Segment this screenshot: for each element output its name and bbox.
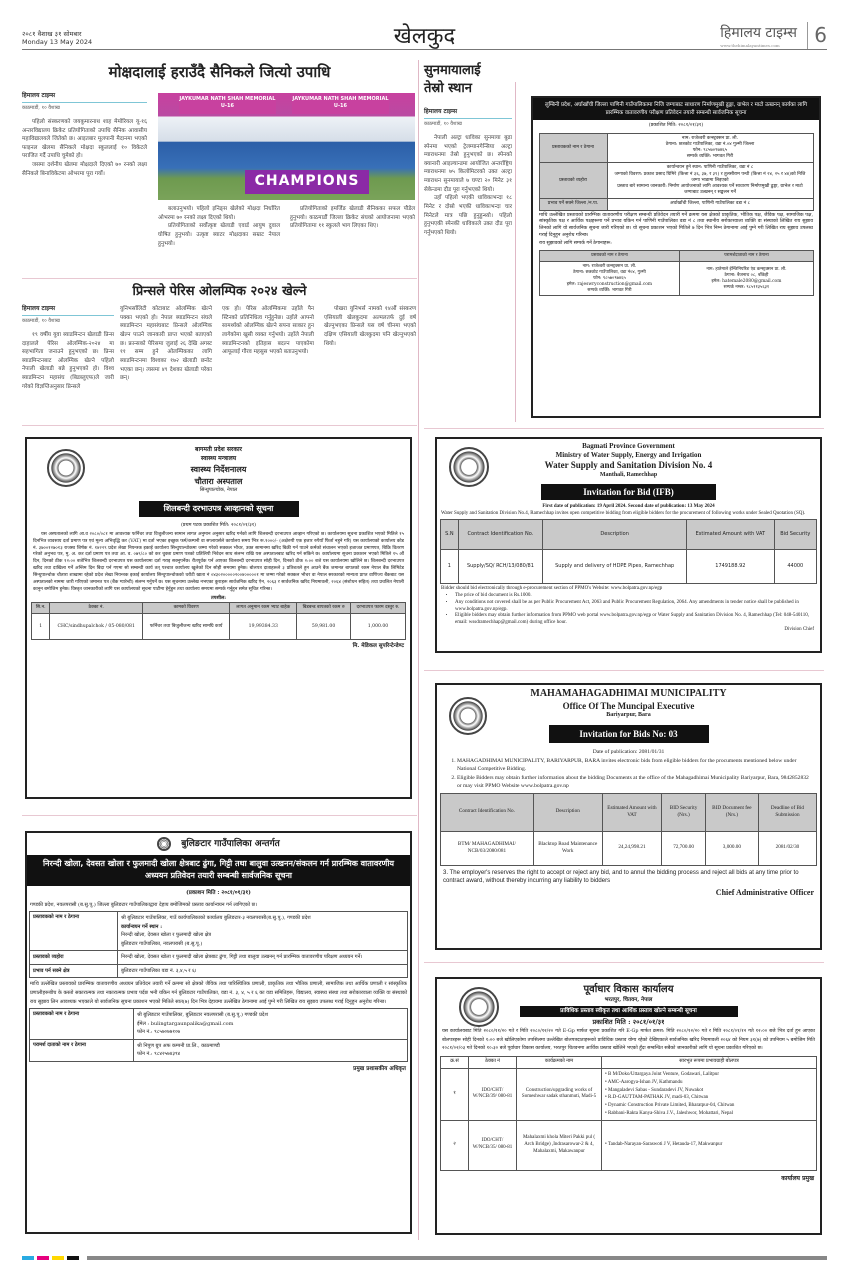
notice-intro: गण्डकी प्रदेश, नवलपरासी (ब.सु.पू.) जिल्ला बुलिङटार गाउँपालिकाद्वारा देहाय बमोजिमको प्रस्ताव कार्यान्वयन गर्न लागिएको छ। <box>30 902 257 909</box>
row-value: श्री निपुण ग्रुप अफ कम्पनी प्रा.लि., काठमाण्डौ फोन नं.: ९८४२५७४३९४ <box>134 1039 408 1061</box>
nepal-emblem-icon <box>449 447 489 487</box>
column-header: ठेक्का नं <box>469 1057 517 1069</box>
publication-logo <box>720 24 797 48</box>
location-line: भरतपुर, चितवन, नेपाल <box>604 996 653 1003</box>
contact-table <box>29 1008 408 1062</box>
column-header: Estimated Amount with VAT <box>602 793 662 831</box>
column-header: S.N <box>441 520 459 550</box>
paragraph: एक हो। पेरिस ओलम्पिकमा उहाँले पैन स्टिनको प्रतिनिधित्व गर्नुहुनेछ। उहाँले आफ्नो सामर्थ्यको ओलम्पिक खेल्ने सपना साकार हुन लागेकोमा खुसी व्यक्त गर्नुभयो। उहाँले नेपाली ब्याडमिन्टनको इतिहास बदल्न पाएकोमा आफूलाई गौरव महसुस भएको बताउनुभयो। <box>222 306 314 356</box>
nepal-emblem-icon <box>47 449 85 487</box>
row-label: प्रस्तावकको नाम र ठेगाना <box>539 133 607 163</box>
bidder-item: • Rabbani-Rakta Kanya-Shiva J.V., Jaleshwor, Mohattari, Nepal <box>605 1110 733 1116</box>
section-title: खेलकुद <box>393 24 456 49</box>
table-row <box>441 550 817 584</box>
column-header: Contract Identification No. <box>441 793 534 831</box>
location-line: Manthali, Ramechhap <box>599 471 658 478</box>
cell: 44000 <box>774 550 816 584</box>
list-item: • Any conditions not covered shall be as per Public Procurement Act, 2063 and Public Procurement Regulation, 2064. Any amendments in tender notice shall be published in www.bolpatra.gov.np/egp. <box>455 600 820 614</box>
dateline: काठमाडौं, १० वैशाख <box>22 105 60 112</box>
location-line: Bariyarpur, Bara <box>606 711 651 718</box>
nepal-emblem-icon <box>449 697 487 735</box>
headline-sainik: मोक्षदालाई हराउँदै सैनिकले जित्यो उपाधि <box>108 63 331 81</box>
column-header: Contract Identification No. <box>458 520 542 550</box>
notice-body: माथि उल्लेखित प्रस्तावको प्रारम्भिक वातावरणीय परीक्षण सम्बन्धी प्रतिवेदन तयारी गर्ने क्रममा यस क्षेत्रको प्राकृतिक, भौतिक पक्ष, जैविक पक्ष, सामाजिक पक्ष, सांस्कृतिक पक्ष र आर्थिक पक्षहरूमा पर्ने प्रभाव यकिन गर्न पाणिनी गाउँपालिका वडा नं ८ तथा स्थानीय सरोकारवाला व्यक्ति वा संस्थाको लिखित राय सुझाव लिनको लागि यो सार्वजनिक सूचना जारी गरिएको छ। यो सूचना प्रकाशन भएको मितिले ७ दिन भित्र निम्न ठेगानामा आई पुग्ने गरी लिखित राय सुझाव उपलब्ध गराई दिनुहुन अनुरोध गरिन्छ। <box>539 212 813 238</box>
proposal-table <box>29 911 408 978</box>
bidder-item: • Dynamic Construction Private Limited, Bharatpur-04, Chitwan <box>605 1103 735 1109</box>
signature: कार्यालय प्रमुख <box>781 1174 814 1182</box>
column-header: Bid Security <box>774 520 816 550</box>
row-value: बुलिङटार गाउँपालिका वडा नं. ३,४,५ र ६। <box>118 964 408 978</box>
list-item: • Eligible bidders may obtain further information from PPMO web portal www.bolpatra.gov.np/egp or Water Supply and Sanitation Division No. 4, Ramechhap (Tel: 048-540110, email: wssdramechhap@gmail.com) during office hour. <box>455 613 820 627</box>
cell: 1 <box>441 550 459 584</box>
office-name: Office Of The Muncipal Executive <box>562 700 695 711</box>
row-value: श्री बुलिङटार गाउँपालिका, बुलिङटार नवलपरासी (ब.सु.पू.) गण्डकी प्रदेश ईमेल : bulingtargaunpalika@gmail.com फोन नं.: ९८५७०७७१०७ <box>134 1009 408 1040</box>
byline: हिमालय टाइम्स <box>22 305 114 316</box>
municipality-name: MAHAMAHAGADHIMAI MUNICIPALITY <box>530 688 727 699</box>
point-3: 3. The employer's reserves the right to accept or reject any bid, and to annul the bidding process and reject all bids at any time prior to contract award, without thereby incurring any liability to bidders <box>443 869 799 884</box>
article-prince-col2 <box>120 305 212 383</box>
row-label: प्रभाव पर्न सक्ने क्षेत्र <box>30 964 118 978</box>
signature: प्रमुख प्रशासकीय अधिकृत <box>353 1065 406 1072</box>
table-row <box>30 1039 408 1061</box>
column-header: Description <box>543 520 687 550</box>
contact-label: राय सुझावको लागि सम्पर्क गर्ने ठेगानाहरू: <box>539 241 612 247</box>
table-row <box>539 261 813 296</box>
champions-photo <box>158 93 415 200</box>
page-header <box>22 0 827 50</box>
table-row <box>539 163 813 199</box>
cell: BTM/ MAHAGADHIMAI/ NCB/03/2080/081 <box>441 831 534 865</box>
publication-dates: First date of publication: 19 April 2024. Second date of publication: 13 May 2024 <box>542 503 715 509</box>
column-rule <box>515 82 516 422</box>
article-prince-col4 <box>324 305 416 348</box>
paragraph: उहाँ पहिलो भएकी धाविकाभन्दा १८ मिनेट र दोस्रो भएकी धाविकाभन्दा चार मिनेटले मात्र पछि हुनुहुन्थ्यो। पहिलो हुनुभएकी स्पेनकी धाविकाले उक्त दौड पूरा गर्नुभएको थियो। <box>424 195 512 237</box>
municipality-heading <box>437 685 820 719</box>
table-row <box>30 964 408 978</box>
table-header-row <box>539 250 813 261</box>
table-row <box>539 199 813 210</box>
page-number: 6 <box>807 22 827 49</box>
gov-line: बागमती प्रदेश सरकार <box>195 446 242 453</box>
notice-title: शिलबन्दी दरभाउपत्र आव्हानको सूचना <box>139 501 299 518</box>
row-value: निरन्दी खोला, देवसत खोला र फुलमादी खोला क्षेत्रबाट ढुंगा, गिट्टी तथा बालुवा उत्खनन् गर्न प्रारम्भिक वातावरणीय परिक्षण अध्ययन गर्ने। <box>118 951 408 965</box>
dateline: काठमाडौं, १० वैशाख <box>22 318 60 325</box>
bid-note: Bidder should bid electronically through e-procurement section of PPMO's Website: www.bolpatra.gov.np/egp <box>441 586 663 592</box>
bidder-item: • AMC-Aarogya-Ishan JV, Kathmandu <box>605 1079 683 1085</box>
bid-table <box>440 793 817 866</box>
bidders-table <box>440 1056 817 1170</box>
paragraph: बलाउनुभयो। पहिलो इनिङ्स खेलेको मोक्षदा निर्धारित ओभरमा ७० रनको लक्ष्य दिएको थियो। <box>158 206 280 221</box>
column-rule <box>418 60 419 1240</box>
cell: Mahalaxmi khola Miteri Pakki pul ( Arch Bridge) ,Indrasarowar-2 & 4, Mahalaxmi, Makawanpur <box>517 1120 602 1170</box>
publish-date: (प्रकाशित मिति: २०८१/०१/३१) <box>648 123 704 129</box>
column-header: क्र.सं <box>441 1057 469 1069</box>
headline-sunmaya: सुनमायालाई तेस्रो स्थान <box>424 63 481 96</box>
notice-title: लुम्बिनी प्रदेश, अर्घाखाँची जिल्ला पाणिनी गाउँपालिकामा निजि जग्गाबाट साधारण निर्माणमुखी ढुङ्गा, ग्राभेल र माटो उत्खनन् कार्यका लागि प्रारम्भिक वातावरणीय परीक्षण प्रतिवेदन तयारी सम्बन्धी सार्वजनिक सूचना <box>533 98 819 120</box>
notice-body: माथि उल्लेखित प्रस्तावको प्रारम्भिक वातावरणीय अध्ययन प्रतिवेदन तयारी गर्ने क्रममा सो क्षेत्रको जैविक तथा पारिस्थितिक प्रणाली, प्राकृतिक तथा भौतिक प्रणाली, सामाजिक तथा आर्थिक प्रणाली र सांस्कृतिक प्रणालीहरूबीच के कस्तो सकारात्मक तथा नकारात्मक प्रभाव पर्दछ भनी यकिन गर्न बुलिङटार गाउँपालिका, वडा नं. ३, ४, ५ र ६ का वडा समितिहरू, विद्यालय, स्वास्थ्य संस्था तथा सरोकारवाला व्यक्ति वा संस्थाको राय सुझाव लिन आवश्यक भएकाले यो सार्वजनिक सूचना प्रकाशन भएको मितिले सात(७) दिन भित्र देहायमा उल्लेखित ठेगानामा आई पुग्ने गरी लिखित राय सुझाव उपलब्ध गराई दिनुहुन अनुरोध गरिन्छ। <box>30 981 407 1005</box>
publication-name: हिमालय टाइम्स <box>720 25 797 41</box>
bidders-cell <box>602 1120 817 1170</box>
paragraph: पोखरा युनिभर्स नामको १४औं संस्करण एसियाली खेलकुदमा अल्मलतर्फ दुई वर्ष खेल्नुभएका प्रिन्सले यस वर्ष चीनमा भएको दक्षिण एसियाली खेलकुदमा पनि खेल्नुभएको थियो। <box>324 306 416 347</box>
notice-wssd-ifb <box>435 437 822 653</box>
notice-intro: Water Supply and Sanitation Division No.4, Ramechhap invites open competitive bidding from eligible bidders for the procurement of following works under Sealed Quotation (SQ). <box>441 510 806 516</box>
column-header: ठेक्का नं. <box>50 603 143 614</box>
photo-banner-right: JAYKUMAR NATH SHAH MEMORIAL U-16 <box>292 96 390 114</box>
list-item: • The price of bid document is Rs.1000. <box>455 593 820 600</box>
cell: १ <box>441 1069 469 1121</box>
gov-line: स्वास्थ्य निर्देशनालय <box>190 464 247 474</box>
article-prince-col1 <box>22 305 114 391</box>
notice-body: यस कार्यालयबाट मिति २०८०/११/२० गते र मिति २०८०/१२/२० गते E-Gp मार्फत सूचना प्रकाशित गरि E-Gp मार्फत क्रमश: मिति २०८०/१२/२० गते र मिति २०८१/०१/१२ गते १२:०० बजे भित्र दर्ता हुन आएका बोलपत्रहरू सोही दिनको १:०० बजे खोलिएकोमा तपसिलमा उल्लेखित बोलपत्रदाताहरूको प्राविधिक प्रस्ताव योग्य रहेको देखिएकाले सार्वजनिक खरिद नियमावली २०६४ को नियम ३१(७) को उपनियम ५ बमोजिम मिति २०८१/०२/०३ गते दिनको १०:३० बजे पूर्वाधार विकास कार्यालय, भरतपुर चितवनमा आर्थिक प्रस्ताव खोलिने भएको हुँदा सम्बन्धित सबैको जानकारीको लागि यो सूचना प्रकाशित गरिएको छ। <box>442 1029 815 1052</box>
row-label: प्रस्तावको व्यहोरा <box>539 163 607 199</box>
column-header: परामर्शदाताको नाम र ठेगाना <box>680 250 813 261</box>
divider <box>22 815 417 816</box>
cell: 59,981.00 <box>297 614 351 640</box>
gov-line: सिन्धुपाल्चोक, नेपाल <box>199 487 238 493</box>
table-row <box>441 1120 817 1170</box>
notice-body: यस अस्पतालको लागि आ.व २०८०/०८१ मा आवश्यक फर्निचर तथा विजुलीजन्य सामान लागत अनुमान अनुसार खरिद गर्नको लागि शिलबन्दी दरभाउपत्र आव्हान गरिएको छ। कार्यालयमा सूचना प्रकाशित भएको मितिले १५ दिनभित्र व्यवसाय दर्ता प्रमाण पत्र एवं मूल्य अभिवृद्धि कर (VAT) मा दर्ता भएका इच्छुक फर्म/कम्पनी वा सप्लायर्सले कार्यालय समय भित्र रू.१०००/- (अक्षेरुपी एक हजार रुपैयाँ फिर्ता नहुने गरि) यस कार्यालयको कार्यालय कोड नं. ३७००१२७०१३ राजस्व शिर्षक नं. १४२२९ प्रदेश लेखा नियन्त्रक इकाई कार्यालय सिन्धुपाल्चोकमा जम्मा गरेको सक्कल भौचर, उक्त सामानमा खरिद बिक्री गर्न पाउने कर्मको संचालन भएको इजाजत प्रमाणपत्र, बिक्रि वितरण गरेको अनुभव पत्र, मु. अ. कर दर्ता प्रमाण पत्र तथा आ. व. ०७९/८० को कर चुक्ता प्रमाण पत्रको प्रतिलिपी निवेदन साथ संलग्न राखि यस अस्पतालबाट खरिद गर्न सकिने छ। कार्यालयमा सूचना प्रकाशन भएको मितिले १५ औं दिन, दिनको ठीक १२:०० बजेभित्र शिलबन्दी दरभाउपत्र यस कार्यालयमा दर्ता गराइ सक्नुपर्नेछ। रीतपूर्वक पर्न आएका शिलबन्दी दरभाउपत्र सोही दिन, दिनको ठीक २:०० बजे यस कार्यालयमा खोलिने छ। शिलबन्दी दरभाउपत्र खरिद तथा दाखिला गर्ने अन्तिम दिन बिदा पर्न गएमा सो सम्बन्धी कार्य तत् पश्चात कार्यालय खुलेको दिन सोही समयमा हुनेछ। बोलपत्र दाताहरूले ३ प्रतिशतले हुन आउने बैंक जमानत बापतको रकम नेपाल बैंक लिमिटेड सिन्धुपाल्चोक चौतारा शाखामा रहेको प्रदेश लेखा नियन्त्रक इकाई कार्यालय सिन्धुपाल्चोकको धरौटी खाता नं ०४३०२०००००२००४०००००१ मा जम्मा गरेको सक्कल भौचर वा नेपाल सरकारको मान्यता प्राप्त वाणिज्य बैंकबाट यस अस्पतालको नाममा जारी गरिएको जमानत पत्र (बैंक ग्यारेन्टी) संलग्न गर्नुपर्ने छ। यस सूचनामा उल्लेख नभएका कुराहरू सार्वजनिक खरिद ऐन, २०६३ र सार्वजनिक खरिद नियमावली, २०६४ (संशोधन सहित) तथा प्रचलित नेपाली कानुन बमोजिम हुनेछ। विस्तृत जानकारीको लागि यस कार्यालयको सूचना पाटीमा हेर्नुहुन तथा कार्यालय समयमा सम्पर्क गर्नुहुन समेत सूचित गरिन्छ। <box>33 531 404 592</box>
list-item: 2. Eligible Bidders may obtain further information about the bidding Documents at the office of the Mahagadhimai Municipality Bariyarpur, Bara, 9842852832 or may visit PPMO Website www.bolpatra.gov.np <box>457 774 814 791</box>
cell: 1749188.92 <box>687 550 774 584</box>
divider <box>424 428 824 429</box>
notice-bulingtar-iee <box>25 831 412 1234</box>
notice-mahagadhimai-ifb <box>435 683 822 950</box>
nepal-emblem-icon <box>157 837 171 851</box>
table-row <box>441 831 817 865</box>
header-text: बुलिङटार गाउँपालिका अन्तर्गत <box>181 838 280 849</box>
points-list <box>437 757 820 791</box>
ministry-line: Ministry of Water Supply, Energy and Irrigation <box>555 451 702 460</box>
column-header: लागत अनुमान रकम भ्याट बाहेक <box>230 603 297 614</box>
publish-date: (प्रथम पटक प्रकाशित मिति: २०८१/०१/३१) <box>180 523 257 529</box>
signature: Division Chief <box>784 626 814 632</box>
table-row <box>30 912 408 951</box>
row-value <box>118 912 408 951</box>
row-label: परामर्श दाताको नाम र ठेगाना <box>30 1039 134 1061</box>
cell: 3,000.00 <box>705 831 758 865</box>
cell: Blacktop Road Maintenance Work <box>533 831 602 865</box>
row-label: प्रस्तावकको नाम र ठेगाना <box>30 912 118 951</box>
office-name: पूर्वाधार विकास कार्यालय <box>583 984 674 995</box>
division-line: Water Supply and Sanitation Division No. 4 <box>544 460 713 471</box>
divider <box>22 425 417 426</box>
bidder-item: • Tandab-Narayan-Saraswoti J V, Hetauda-17, Makwanpur <box>605 1141 723 1147</box>
cell: फर्निचर तथा बिजुलीजन्य खरिद सामग्रि कार्य <box>143 614 230 640</box>
publish-date: प्रकाशित मिति : २०८१/०१/३१ <box>592 1018 665 1027</box>
divider <box>424 670 824 671</box>
proposal-table <box>539 133 814 211</box>
table-header-row <box>441 1057 817 1069</box>
cell: Construction/upgrading works of Someshwar sadak sthanmuti, Madi-5 <box>517 1069 602 1121</box>
champions-sign: CHAMPIONS <box>245 170 368 194</box>
column-header: BID Document fee (Nrs.) <box>705 793 758 831</box>
paragraph: नेपाली अल्ट्रा धाविका सुनमाया बुढा स्पेनमा भएको ट्रेलम्यानगेन्सिया अल्ट्रा म्याराथनमा तेस्रो हुनुभएको छ। स्पेनको क्यानारी आइल्यान्डमा आयोजित अन्तर्राष्ट्रिय म्याराथनमा ७५ किलोमिटरको उक्त अल्ट्रा म्याराथन सुनमायाले ७ घण्टा २० मिनेट ३१ सेकेन्डमा दौड पूरा गर्नुभएको थियो। <box>424 134 512 193</box>
byline: हिमालय टाइम्स <box>424 108 512 119</box>
cell: २ <box>441 1120 469 1170</box>
notice-title: Invitation for Bid (IFB) <box>541 484 716 500</box>
date-nepali: २०८१ वैशाख ३१ सोमबार <box>22 30 82 38</box>
column-header: दरभाउपत्र फारम दस्तुर रु. <box>351 603 406 614</box>
cell: CHC/sindhupalchok / 05-080/081 <box>50 614 143 640</box>
sub-value: निरन्दी खोला, देवसत खोला र फुलमादी खोला क्षेत्र बुलिङटार गाउँपालिका, नवलपरासी (ब.सु.पू.) <box>121 932 212 947</box>
notice-title: निरन्दी खोला, देवसत खोला र फुलमादी खोला क्षेत्रबाट ढुंगा, गिट्टी तथा बालुवा उत्खनन/संकलन गर्न प्रारम्भिक वातावरणीय अध्ययन प्रतिवेदन तयारी सम्बन्धी सार्वजनिक सूचना <box>27 855 410 886</box>
row-value: कार्यान्वयन हुने स्थान: पाणिनी गाउँपालिका, वडा नं ८ जग्गाको विवरण: प्रकाश प्रसाद घिमिरे (कित्ता नं ३६, ३७, र ३९) र तुलसीराम पन्थी (कित्ता नं २४, २५ र ४४)को निजि जग्गा भाडामा लिइएको प्रस्ताव बारे सामान्य जानकारी: निर्माण आयोजनाको लागि आवश्यक पर्ने साधारण निर्माणमुखी ढुङ्गा, ग्राभेल र माटो जग्गाबाट उत्खनन् र सङ्कलन गर्ने <box>607 163 813 199</box>
bidder-item: • Mangaladevi Sabas - Sundaradevi JV, Nuwakot <box>605 1087 704 1093</box>
table-row <box>30 951 408 965</box>
article-sainik-col1 <box>22 92 147 178</box>
bidders-cell <box>602 1069 817 1121</box>
table-row <box>32 614 406 640</box>
paragraph: पहिलो संस्करणको जयकुमारनाथ शाह मेमोरियल यू-१६ अन्तरविद्यालय क्रिकेट प्रतियोगिताको उपाधि सैनिक आवासीय महाविद्यालयले जितेको छ। आइतबार मूलपानी मैदानमा भएको फाइनल खेलमा सैनिकले मोक्षदा स्कुललाई १० विकेटले पराजित गर्दै उपाधि चुमेको हो। <box>22 118 147 160</box>
row-value-text: श्री बुलिङटार गाउँपालिका, गाउँ कार्यपालिकाको कार्यालय बुलिङटार-३ नवलपरासी(ब.सु.पू.), गण्डकी प्रदेश <box>121 915 311 922</box>
paragraph: प्रतियोगिताको इमर्जिङ खेलाडी सैनिकका सफल पौडेल हुनुभयो। काठमाडौं जिल्ला क्रिकेट संघको आयोजनामा भएको प्रतियोगितामा ११ स्कुलले भाग लिएका थिए। <box>290 206 415 230</box>
column-header: सि.न. <box>32 603 50 614</box>
table-row <box>441 1069 817 1121</box>
article-sunmaya <box>424 108 512 238</box>
cell: 1,000.00 <box>351 614 406 640</box>
contact-cell: नाम: राजेश्वरी कन्स्ट्रक्सन प्रा. ली. ठेगाना: छत्रकोट गाउँपालिका, वडा नं०४, गुल्मी फोन: ९८५७०९७४६५ इमेल: rajeswryconstruction@gmail.com सम्पर्क व्यक्ति: भागवत गिरी <box>539 261 680 296</box>
cell: IDO/CHT/ W/NCB/39/ 080-81 <box>469 1069 517 1121</box>
publish-date: Date of publication: 2081/01/31 <box>592 749 665 756</box>
sub-label: कार्यान्वयन गर्ने स्थान : <box>121 923 163 930</box>
gov-line: स्वास्थ्य मन्त्रालय <box>200 455 237 462</box>
row-label: प्रस्तावकको नाम र ठेगाना <box>30 1009 134 1040</box>
byline: हिमालय टाइम्स <box>22 92 147 103</box>
notice-purwadhar <box>435 977 822 1235</box>
column-header: सारभूत रूपमा प्रभावग्राही बोलपत्र <box>602 1057 817 1069</box>
bid-table <box>440 519 817 584</box>
divider <box>22 278 417 279</box>
paragraph: युनिभर्सालिटी कोटाबाट ओलम्पिक खेल्ने पक्का भएको हो। नेपाल ब्याडमिन्टन संघले ब्याडमिन्टन महासंघबाट प्रिन्सले ओलम्पिक खेल्न पाउने जानकारी प्राप्त भएको बताएको छ। फ्रान्सको पेरिसमा जुलाई २६ देखि अगस्ट ११ सम्म हुने ओलम्पिकका लागि ब्याडमिन्टनमा विश्वका १७२ खेलाडी छनोट भएका छन्। त्यसमा ४९ देशका खेलाडी परेका छन्। <box>120 306 212 382</box>
article-sainik-col2 <box>158 205 280 248</box>
notice-header <box>27 833 410 855</box>
table-row <box>30 1009 408 1040</box>
column-header: कार्यक्रमको नाम <box>517 1057 602 1069</box>
paragraph: जसमा दर्शनीय खेलमा मोक्षदाले दिएको ७० रनको लक्ष्य सैनिकले बिनाविकेटमा ओभरमा पूरा गर्यो। <box>22 162 147 177</box>
table-row <box>539 133 813 163</box>
cell: Supply/SQ/ RCH/13/080/81 <box>458 550 542 584</box>
row-value: अर्घाखाँची जिल्ला, पाणिनी गाउँपालिका वडा नं ८ <box>607 199 813 210</box>
column-header: बिडबन्ड बापतको रकम रु <box>297 603 351 614</box>
signature: Chief Administrative Officer <box>715 888 814 898</box>
table-header-row <box>441 793 817 831</box>
column-header: BID Security (Nrs.) <box>662 793 706 831</box>
headline-prince: प्रिन्सले पेरिस ओलम्पिक २०२४ खेल्ने <box>132 284 307 299</box>
notice-title: Invitation for Bids No: 03 <box>549 725 709 743</box>
gov-line: Bagmati Province Government <box>582 442 675 450</box>
bidder-item: • R.D-GAUTTAM-PATHAK JV, madi-03, Chitwan <box>605 1095 709 1101</box>
cell: 1 <box>32 614 50 640</box>
bid-conditions-list <box>437 593 820 627</box>
notice-title: प्राविधिक प्रस्ताव स्वीकृत तथा आर्थिक प्रस्ताव खोल्ने सम्बन्धी सूचना <box>520 1006 738 1018</box>
publish-date: (प्रकाशन मिति : २०८१/०१/३१) <box>186 889 251 896</box>
cell: Supply and delivery of HDPE Pipes, Ramechhap <box>543 550 687 584</box>
cell: 72,700.00 <box>662 831 706 865</box>
table-caption: तपशील: <box>211 594 226 601</box>
cell: IDO/CHT/ W/NCB/35/ 080-81 <box>469 1120 517 1170</box>
cell: 24,24,998.21 <box>602 831 662 865</box>
row-label: प्रस्तावको व्यहोरा <box>30 951 118 965</box>
bidder-item: • B M/Doko/Uttargaya Joint Venture, Godawari, Lalitpur <box>605 1072 720 1078</box>
dateline: काठमाडौं, १० वैशाख <box>424 121 462 128</box>
table-header-row <box>441 520 817 550</box>
details-table <box>31 602 406 640</box>
cell: 19,99384.33 <box>230 614 297 640</box>
table-header-row <box>32 603 406 614</box>
column-header: प्रस्तावको नाम र ठेगाना <box>539 250 680 261</box>
gov-heading <box>437 439 820 480</box>
nepal-emblem-icon <box>459 987 499 1027</box>
cell: 2081/02/30 <box>758 831 816 865</box>
row-label: प्रभाव पर्ने सक्ने जिल्ला /न.पा. <box>539 199 607 210</box>
column-header: कामको विवरण <box>143 603 230 614</box>
print-registration-bar <box>22 1256 827 1260</box>
notice-lumbini-iee <box>531 96 821 418</box>
gov-line: चौतारा अस्पताल <box>194 476 243 486</box>
notice-chautara-hospital <box>25 437 412 799</box>
signature: मि. मेडिकल सुपरिन्टेन्डेण्ट <box>352 643 404 650</box>
contact-cell: नाम: हातेमाले ईन्जिनियरिङ एंड कन्स्ट्रक्सन प्रा. ली. ठेगाना: बैजनाथ ०८, बाँकेही इमेल: hatemale2080@gmail.com सम्पर्क नम्बर: ९८५११३५६३१ <box>680 261 813 296</box>
column-header: Description <box>533 793 602 831</box>
list-item: 1. MAHAGADHIMAI MUNICIPALITY, BARIYARPUR, BARA invites electronic bids from eligible bidders for the procuments mentioned below under National Competitive Bidding. <box>457 757 814 774</box>
column-header: Deadline of Bid Submission <box>758 793 816 831</box>
divider <box>424 962 824 963</box>
column-header: Estimated Amount with VAT <box>687 520 774 550</box>
photo-banner-left: JAYKUMAR NATH SHAH MEMORIAL U-16 <box>179 96 277 114</box>
paragraph: १९ वर्षीय युवा ब्याडमिन्टन खेलाडी प्रिन्स दाहालले पेरिस ओलम्पिक-२०२४ मा सहभागिता जनाउने हुनुभएको छ। प्रिन्स ब्याडमिन्टनबाट ओलम्पिक खेल्ने पहिलो नेपाली खेलाडी बन्ने हुनुभएको हो। विश्व ब्याडमिन्टन महासंघ (बिडब्लुएफ)ले जारी गरेको विज्ञप्तिअनुसार प्रिन्सले <box>22 331 114 390</box>
article-sainik-col3 <box>290 205 415 231</box>
article-prince-col3 <box>222 305 314 357</box>
paragraph: प्रतियोगिताको सर्वोत्कृष्ट खेलाडी एवार्ड आयुष दुवाल घोषित हुनुभयो। उत्कृष्ट ब्याटर मोक्षदाका सम्राट नेपाल हुनुभयो। <box>158 223 280 247</box>
contact-table <box>539 250 814 297</box>
publication-website: www.thehimalayantimes.com <box>720 42 780 48</box>
row-value: नाम: राजेश्वरी कन्स्ट्रक्सन प्रा. ली. ठेगाना: छत्रकोट गाउँपालिका, वडा नं.०४ गुल्मी जिल्ला फोन: ९८५७०९७४६५ सम्पर्क व्यक्ति: भागवत गिरी <box>607 133 813 163</box>
date-english: Monday 13 May 2024 <box>22 38 93 47</box>
